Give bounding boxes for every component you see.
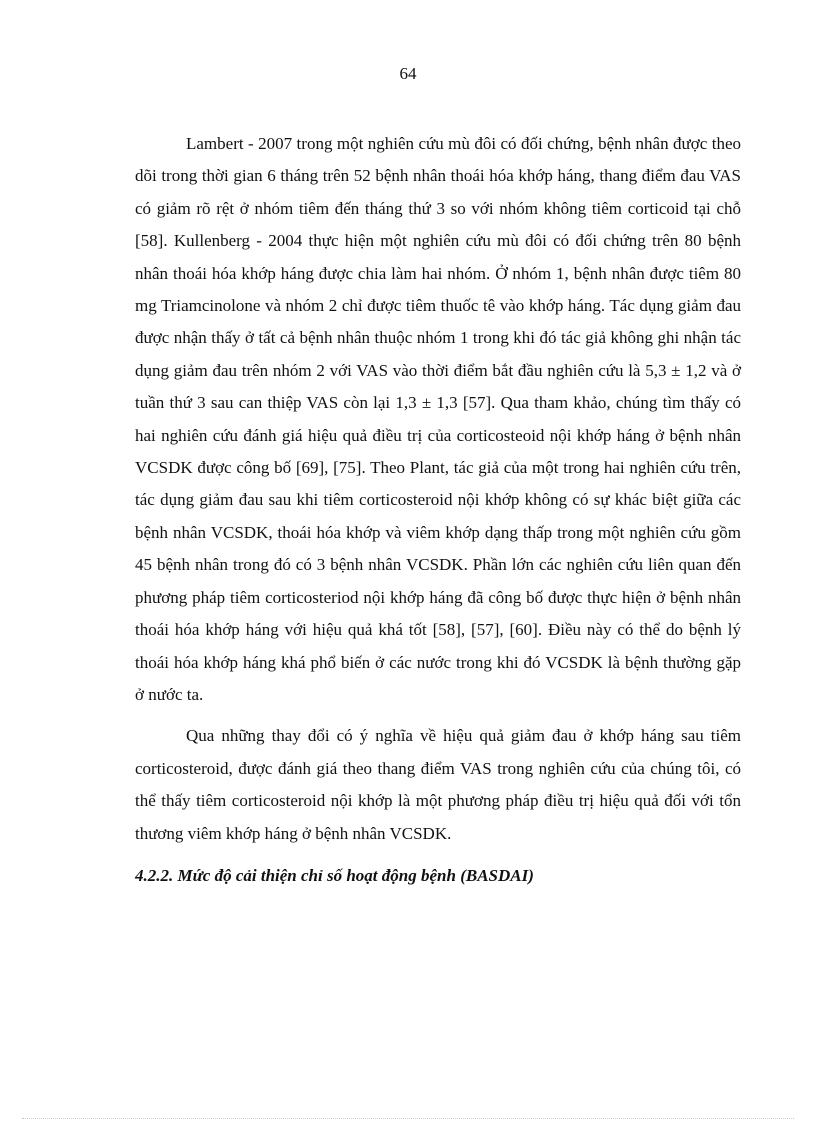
page-bottom-divider: [22, 1118, 794, 1119]
paragraph-2: Qua những thay đổi có ý nghĩa về hiệu quả giảm đau ở khớp háng sau tiêm corticosteroid, được đánh giá theo thang điểm VAS trong nghiên cứu của chúng tôi, có thể thấy tiêm corticosteroid nội khớp là một phương pháp điều trị hiệu quả đối với tổn thương viêm khớp háng ở bệnh nhân VCSDK.: [135, 726, 741, 843]
section-heading: 4.2.2. Mức độ cải thiện chỉ số hoạt động bệnh (BASDAI): [135, 865, 534, 885]
page-number: 64: [399, 64, 417, 83]
paragraph-1: Lambert - 2007 trong một nghiên cứu mù đôi có đối chứng, bệnh nhân được theo dõi trong thời gian 6 tháng trên 52 bệnh nhân thoái hóa khớp háng, thang điểm đau VAS có giảm rõ rệt ở nhóm tiêm đến tháng thứ 3 so với nhóm không tiêm corticoid tại chỗ [58]. Kullenberg - 2004 thực hiện một nghiên cứu mù đôi có đối chứng trên 80 bệnh nhân thoái hóa khớp háng được chia làm hai nhóm. Ở nhóm 1, bệnh nhân được tiêm 80 mg Triamcinolone và nhóm 2 chỉ được tiêm thuốc tê vào khớp háng. Tác dụng giảm đau được nhận thấy ở tất cả bệnh nhân thuộc nhóm 1 trong khi đó tác giả không ghi nhận tác dụng giảm đau trên nhóm 2 với VAS vào thời điểm bắt đầu nghiên cứu là 5,3 ± 1,2 và ở tuần thứ 3 sau can thiệp VAS còn lại 1,3 ± 1,3 [57]. Qua tham khảo, chúng tìm thấy có hai nghiên cứu đánh giá hiệu quả điều trị của corticosteoid nội khớp háng ở bệnh nhân VCSDK được công bố [69], [75]. Theo Plant, tác giả của một trong hai nghiên cứu trên, tác dụng giảm đau sau khi tiêm corticosteroid nội khớp không có sự khác biệt giữa các bệnh nhân VCSDK, thoái hóa khớp và viêm khớp dạng thấp trong một nghiên cứu gồm 45 bệnh nhân trong đó có 3 bệnh nhân VCSDK. Phần lớn các nghiên cứu liên quan đến phương pháp tiêm corticosteriod nội khớp háng đã công bố được thực hiện ở bệnh nhân thoái hóa khớp háng với hiệu quả khá tốt [58], [57], [60]. Điều này có thể do bệnh lý thoái hóa khớp háng khá phổ biến ở các nước trong khi đó VCSDK là bệnh thường gặp ở nước ta.: [135, 134, 741, 704]
body-text: [135, 128, 741, 892]
